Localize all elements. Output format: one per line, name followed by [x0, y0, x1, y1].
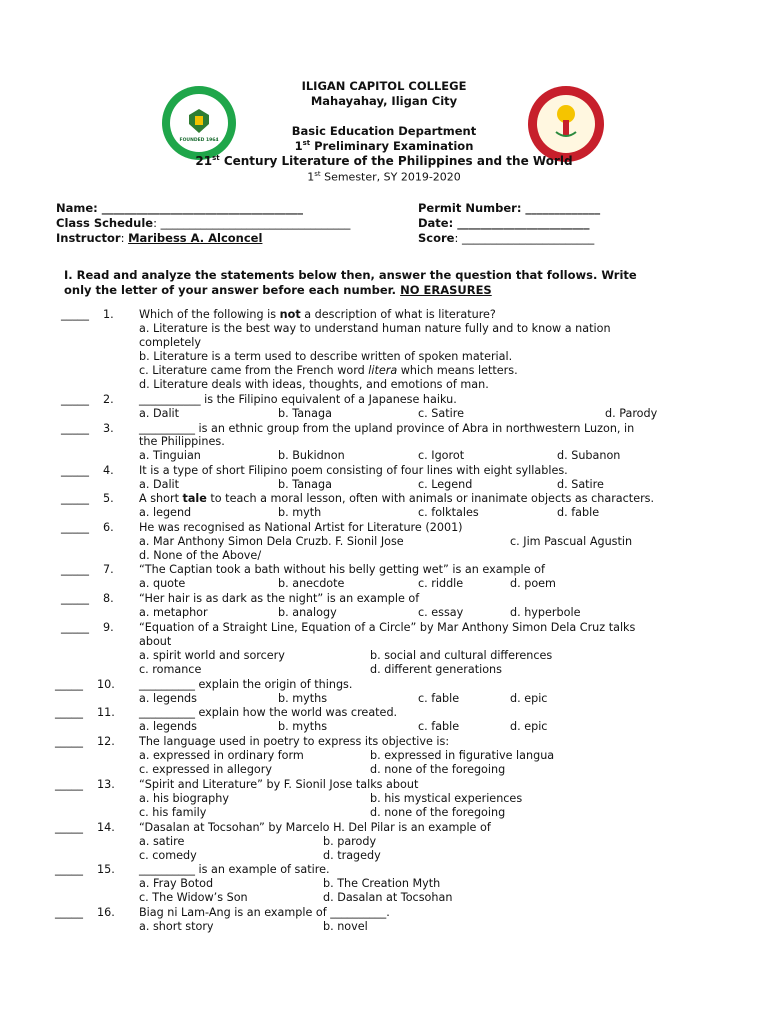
option: completely [139, 336, 201, 349]
option: d. Parody [605, 407, 658, 420]
question-number: 12. [97, 735, 115, 748]
option: a. legend [139, 506, 192, 519]
answer-blank[interactable]: _____ [61, 393, 89, 406]
option: c. Satire [418, 407, 464, 420]
semester: 1st Semester, SY 2019-2020 [307, 170, 461, 184]
permit-number-field[interactable]: Permit Number: _____________ [418, 201, 601, 215]
option: a. legends [139, 692, 197, 705]
option: c. Literature came from the French word litera which means letters. [139, 364, 518, 377]
question-number: 16. [97, 906, 115, 919]
option: d. tragedy [323, 849, 381, 862]
option: c. fable [418, 692, 460, 705]
question-text: __________ is an ethnic group from the upland province of Abra in northwestern Luzon, in [139, 422, 635, 435]
answer-blank[interactable]: _____ [55, 678, 83, 691]
option: d. none of the foregoing [370, 806, 506, 819]
name-field[interactable]: Name: ___________________________________ [56, 201, 304, 215]
instructions-line-1: I. Read and analyze the statements below then, answer the question that follows. Write [64, 268, 637, 282]
option: a. satire [139, 835, 185, 848]
option: d. fable [557, 506, 600, 519]
option: a. legends [139, 720, 197, 733]
option: d. Literature deals with ideas, thoughts, and emotions of man. [139, 378, 489, 391]
option: b. Bukidnon [278, 449, 345, 462]
question-text: He was recognised as National Artist for Literature (2001) [139, 521, 463, 534]
answer-blank[interactable]: _____ [55, 706, 83, 719]
answer-blank[interactable]: _____ [61, 592, 89, 605]
score-field[interactable]: Score: _______________________ [418, 231, 595, 245]
answer-blank[interactable]: _____ [61, 492, 89, 505]
option: d. epic [510, 720, 548, 733]
option: d. Dasalan at Tocsohan [323, 891, 453, 904]
option: c. fable [418, 720, 460, 733]
answer-blank[interactable]: _____ [61, 308, 89, 321]
question-text: “Her hair is as dark as the night” is an example of [139, 592, 420, 605]
option: b. Tanaga [278, 407, 332, 420]
question-text: It is a type of short Filipino poem consisting of four lines with eight syllables. [139, 464, 568, 477]
question-number: 5. [103, 492, 114, 505]
option: b. parody [323, 835, 377, 848]
course-title: 21st Century Literature of the Philippines and the World [195, 154, 573, 168]
question-text: Biag ni Lam-Ang is an example of __________. [139, 906, 390, 919]
option: a. short story [139, 920, 214, 933]
option: d. poem [510, 577, 556, 590]
question-number: 9. [103, 621, 114, 634]
answer-blank[interactable]: _____ [55, 821, 83, 834]
question-text: __________ is an example of satire. [139, 863, 330, 876]
option: d. hyperbole [510, 606, 581, 619]
option: a. Dalit [139, 407, 180, 420]
option: c. folktales [418, 506, 479, 519]
question-number: 1. [103, 308, 114, 321]
question-number: 14. [97, 821, 115, 834]
question-number: 3. [103, 422, 114, 435]
option: a. quote [139, 577, 186, 590]
option: c. his family [139, 806, 207, 819]
answer-blank[interactable]: _____ [55, 863, 83, 876]
option: b. myths [278, 720, 328, 733]
option: b. Literature is a term used to describe written of spoken material. [139, 350, 513, 363]
option: b. analogy [278, 606, 337, 619]
option: b. myths [278, 692, 328, 705]
option: c. expressed in allegory [139, 763, 272, 776]
question-number: 10. [97, 678, 115, 691]
question-text: A short tale to teach a moral lesson, often with animals or inanimate objects as characters. [139, 492, 655, 505]
question-text: __________ explain how the world was created. [139, 706, 398, 719]
option: c. romance [139, 663, 202, 676]
option: b. myth [278, 506, 322, 519]
question-text: Which of the following is not a description of what is literature? [139, 308, 496, 321]
option: d. epic [510, 692, 548, 705]
question-number: 7. [103, 563, 114, 576]
question-text: “Equation of a Straight Line, Equation of a Circle” by Mar Anthony Simon Dela Cruz talks [139, 621, 636, 634]
question-number: 4. [103, 464, 114, 477]
option: a. Tinguian [139, 449, 201, 462]
question-text: “Spirit and Literature” by F. Sionil Jose talks about [139, 778, 419, 791]
option: a. Dalit [139, 478, 180, 491]
option: d. Satire [557, 478, 604, 491]
option: c. Jim Pascual Agustin [510, 535, 633, 548]
option: d. different generations [370, 663, 502, 676]
option: c. The Widow’s Son [139, 891, 248, 904]
answer-blank[interactable]: _____ [61, 621, 89, 634]
answer-blank[interactable]: _____ [61, 422, 89, 435]
option: a. Mar Anthony Simon Dela Cruzb. F. Sionil Jose [139, 535, 404, 548]
left-seal-founded: FOUNDED 1964 [179, 138, 219, 143]
option: b. social and cultural differences [370, 649, 553, 662]
question-number: 6. [103, 521, 114, 534]
question-number: 2. [103, 393, 114, 406]
option: b. The Creation Myth [323, 877, 441, 890]
date-field[interactable]: Date: _______________________ [418, 216, 590, 230]
instructor-field: Instructor: Maribess A. Alconcel [56, 231, 263, 245]
question-text: The language used in poetry to express its objective is: [139, 735, 450, 748]
exam-title: 1st Preliminary Examination [294, 139, 474, 153]
answer-blank[interactable]: _____ [55, 778, 83, 791]
answer-blank[interactable]: _____ [61, 521, 89, 534]
option: c. Legend [418, 478, 473, 491]
option: c. Igorot [418, 449, 465, 462]
question-number: 15. [97, 863, 115, 876]
answer-blank[interactable]: _____ [55, 906, 83, 919]
question-text: “The Captian took a bath without his belly getting wet” is an example of [139, 563, 545, 576]
option: d. None of the Above/ [139, 549, 262, 562]
answer-blank[interactable]: _____ [61, 464, 89, 477]
option: d. Subanon [557, 449, 621, 462]
option: c. essay [418, 606, 464, 619]
option: a. metaphor [139, 606, 208, 619]
option: a. his biography [139, 792, 229, 805]
school-address: Mahayahay, Iligan City [310, 94, 458, 108]
answer-blank[interactable]: _____ [55, 735, 83, 748]
question-text: __________ explain the origin of things. [139, 678, 353, 691]
option: b. Tanaga [278, 478, 332, 491]
question-number: 13. [97, 778, 115, 791]
answer-blank[interactable]: _____ [61, 563, 89, 576]
question-text: the Philippines. [139, 435, 225, 448]
question-text: “Dasalan at Tocsohan” by Marcelo H. Del Pilar is an example of [139, 821, 491, 834]
department: Basic Education Department [291, 124, 477, 138]
question-number: 11. [97, 706, 115, 719]
option: b. his mystical experiences [370, 792, 523, 805]
option: a. spirit world and sorcery [139, 649, 285, 662]
option: b. expressed in figurative langua [370, 749, 555, 762]
option: d. none of the foregoing [370, 763, 506, 776]
option: b. anecdote [278, 577, 345, 590]
school-name: ILIGAN CAPITOL COLLEGE [301, 79, 467, 93]
option: c. comedy [139, 849, 197, 862]
class-schedule-field[interactable]: Class Schedule: _________________________________ [56, 216, 351, 230]
option: c. riddle [418, 577, 464, 590]
question-number: 8. [103, 592, 114, 605]
question-text: about [139, 635, 172, 648]
option: b. novel [323, 920, 368, 933]
option: a. expressed in ordinary form [139, 749, 304, 762]
option: a. Fray Botod [139, 877, 214, 890]
option: a. Literature is the best way to understand human nature fully and to know a nation [139, 322, 611, 335]
question-text: ___________ is the Filipino equivalent of a Japanese haiku. [139, 393, 457, 406]
instructions-line-2: only the letter of your answer before each number. NO ERASURES [64, 283, 492, 297]
